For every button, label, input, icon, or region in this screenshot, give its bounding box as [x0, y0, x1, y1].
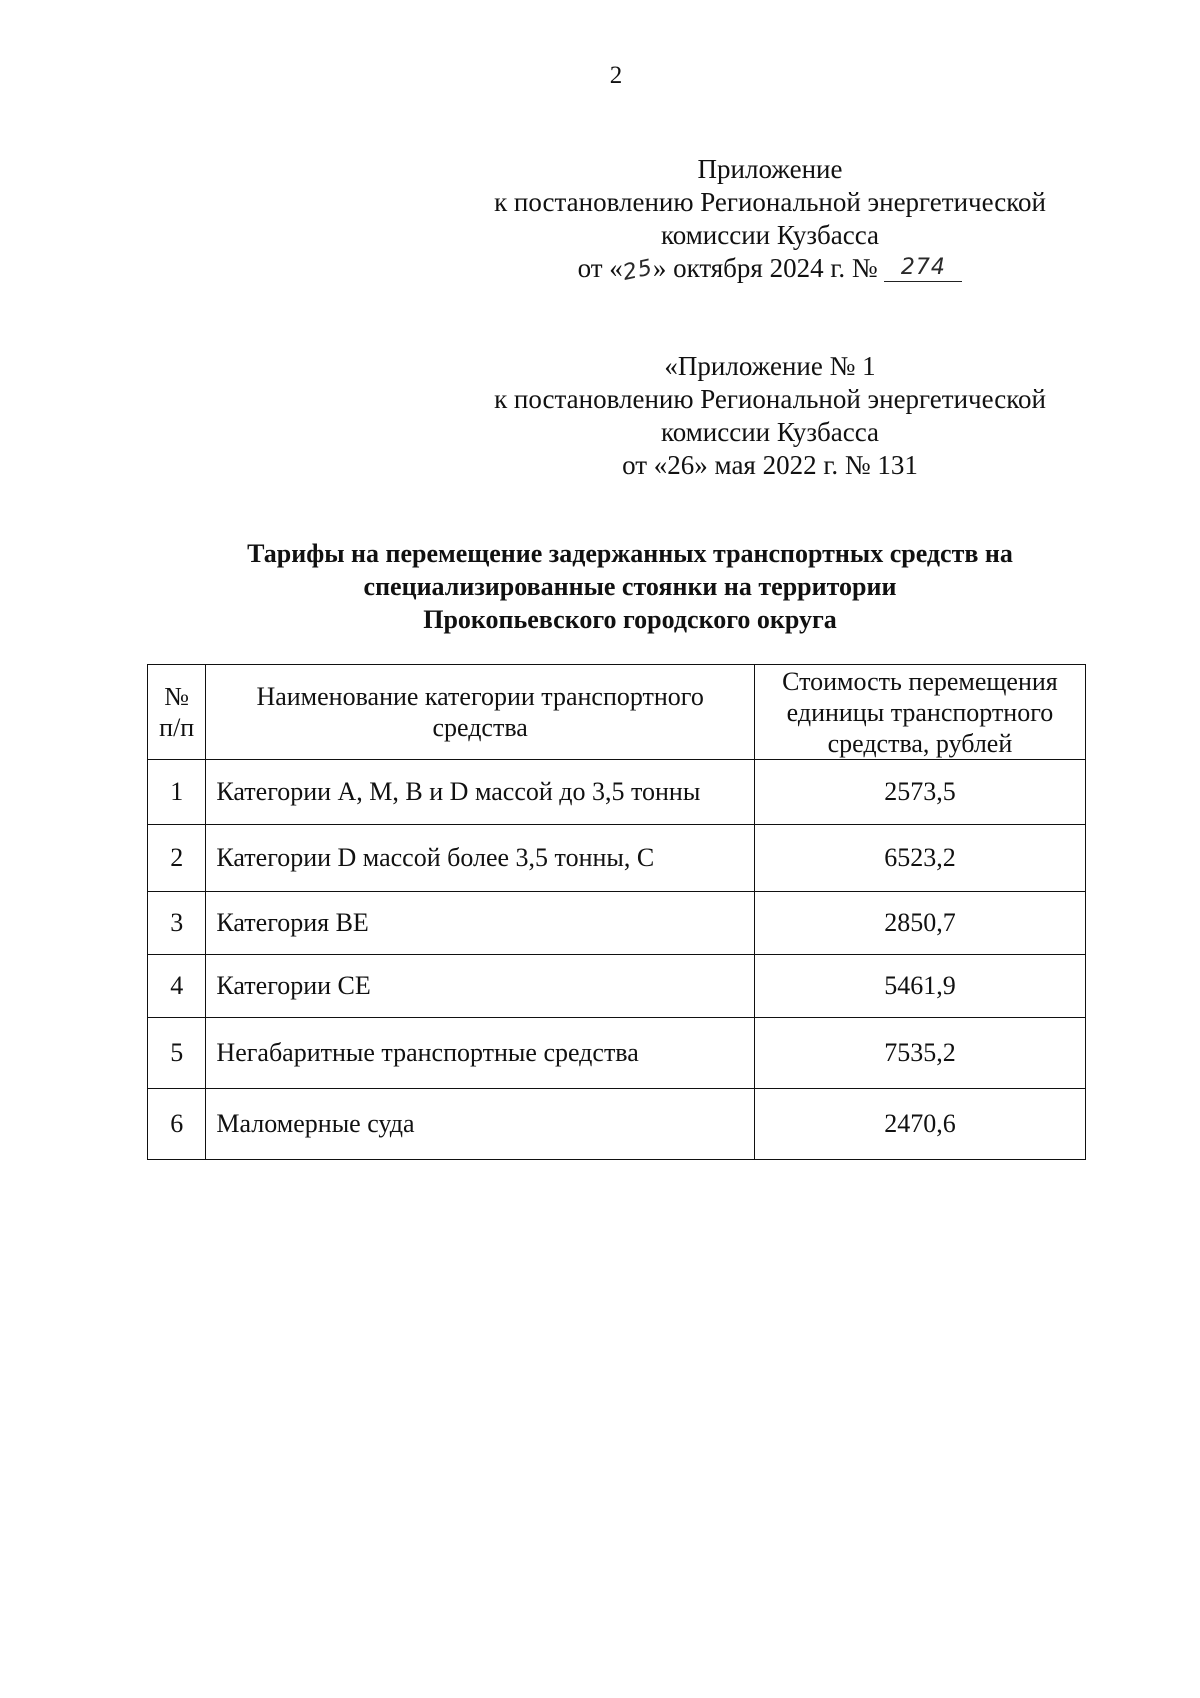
row-category: Категория BE — [206, 892, 754, 955]
row-cost: 2850,7 — [754, 892, 1085, 955]
header-category-name — [206, 665, 754, 760]
table-row — [148, 955, 1086, 1018]
row-number: 5 — [148, 1018, 206, 1089]
header-cost-line-1: Стоимость перемещения — [782, 666, 1058, 696]
document-title — [160, 537, 1100, 636]
row-category: Категории A, M, B и D массой до 3,5 тонны — [206, 760, 754, 825]
appendix-date-line — [490, 252, 1050, 287]
appendix-resolution-line: к постановлению Региональной энергетической — [494, 187, 1046, 217]
table-row — [148, 1089, 1086, 1160]
previous-appendix-header — [490, 350, 1050, 482]
handwritten-resolution-number: 274 — [884, 255, 962, 282]
document-title-line-2: специализированные стоянки на территории — [363, 572, 897, 601]
handwritten-day: 25 — [620, 255, 656, 286]
row-number: 6 — [148, 1089, 206, 1160]
appendix-commission-line: комиссии Кузбасса — [660, 220, 880, 250]
header-name-line-1: Наименование категории транспортного — [256, 682, 704, 711]
appendix-title: Приложение — [697, 154, 843, 184]
date-suffix: » октября 2024 г. № — [652, 253, 878, 283]
row-number: 3 — [148, 892, 206, 955]
header-number-line-2: п/п — [159, 713, 195, 742]
row-cost: 7535,2 — [754, 1018, 1085, 1089]
table-row — [148, 892, 1086, 955]
tariff-table — [147, 664, 1086, 1160]
row-cost: 6523,2 — [754, 825, 1085, 892]
table-row — [148, 1018, 1086, 1089]
date-prefix: от « — [577, 253, 623, 283]
table-row — [148, 825, 1086, 892]
table-row — [148, 760, 1086, 825]
header-number-line-1: № — [164, 682, 190, 711]
row-category: Негабаритные транспортные средства — [206, 1018, 754, 1089]
previous-appendix-date-line: от «26» мая 2022 г. № 131 — [622, 450, 918, 480]
row-number: 2 — [148, 825, 206, 892]
previous-appendix-resolution-line: к постановлению Региональной энергетической — [494, 384, 1046, 414]
header-cost-line-3: средства, рублей — [827, 728, 1013, 758]
row-number: 1 — [148, 760, 206, 825]
previous-appendix-title: «Приложение № 1 — [664, 351, 876, 381]
header-name-line-2: средства — [432, 713, 528, 742]
row-category: Маломерные суда — [206, 1089, 754, 1160]
previous-appendix-commission-line: комиссии Кузбасса — [660, 417, 880, 447]
table-header-row — [148, 665, 1086, 760]
header-cost-line-2: единицы транспортного — [786, 697, 1054, 727]
appendix-header — [490, 153, 1050, 287]
row-category: Категории CE — [206, 955, 754, 1018]
row-number: 4 — [148, 955, 206, 1018]
header-cost — [754, 665, 1085, 760]
row-cost: 5461,9 — [754, 955, 1085, 1018]
row-cost: 2573,5 — [754, 760, 1085, 825]
row-cost: 2470,6 — [754, 1089, 1085, 1160]
page-number: 2 — [609, 62, 623, 89]
header-number — [148, 665, 206, 760]
document-title-line-1: Тарифы на перемещение задержанных транспортных средств на — [247, 539, 1013, 568]
document-title-line-3: Прокопьевского городского округа — [423, 605, 837, 634]
row-category: Категории D массой более 3,5 тонны, C — [206, 825, 754, 892]
